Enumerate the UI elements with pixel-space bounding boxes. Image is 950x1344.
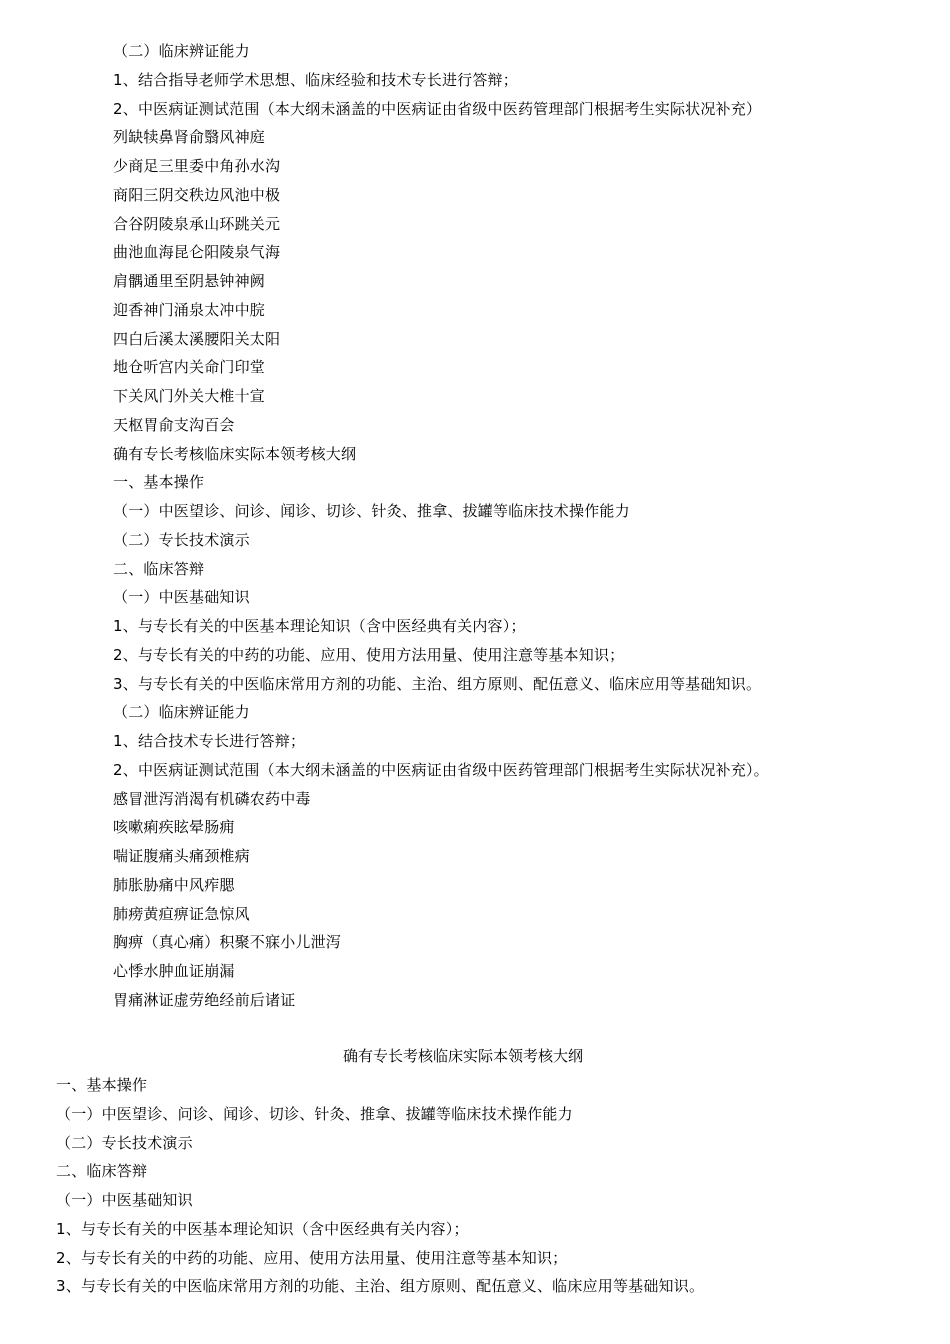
section-subheading: （一）中医基础知识 — [113, 588, 250, 607]
acupoint-line: 少商足三里委中角孙水沟 — [113, 157, 281, 175]
acupoint-line: 天枢胃俞支沟百会 — [113, 415, 235, 434]
lower-text-block — [56, 1071, 936, 1301]
acupoint-line: 四白后溪太溪腰阳关太阳 — [113, 329, 281, 348]
section-subheading: （一）中医基础知识 — [56, 1191, 193, 1209]
text-line: 2、与专长有关的中药的功能、应用、使用方法用量、使用注意等基本知识； — [56, 1248, 568, 1267]
disease-line: 喘证腹痛头痛颈椎病 — [113, 847, 250, 865]
text-line: 2、中医病证测试范围（本大纲未涵盖的中医病证由省级中医药管理部门根据考生实际状况补充）。 — [113, 760, 769, 779]
section-heading: 二、临床答辩 — [113, 559, 205, 578]
section-heading: 一、基本操作 — [56, 1076, 148, 1094]
text-line: 3、与专长有关的中医临床常用方剂的功能、主治、组方原则、配伍意义、临床应用等基础知识。 — [56, 1277, 705, 1296]
text-line: 2、中医病证测试范围（本大纲未涵盖的中医病证由省级中医药管理部门根据考生实际状况补充） — [113, 99, 762, 118]
disease-line: 肺胀胁痛中风痄腮 — [113, 875, 235, 894]
disease-line: 咳嗽痢疾眩晕肠痈 — [113, 818, 235, 837]
section-subheading: （二）专长技术演示 — [56, 1133, 193, 1152]
upper-text-block — [113, 37, 943, 1015]
acupoint-line: 地仓听宫内关命门印堂 — [113, 358, 266, 377]
section-subheading: （一）中医望诊、问诊、闻诊、切诊、针灸、推拿、拔罐等临床技术操作能力 — [56, 1104, 573, 1123]
acupoint-line: 下关风门外关大椎十宣 — [113, 387, 266, 405]
section-subheading: （二）专长技术演示 — [113, 530, 250, 549]
section-subheading: （二）临床辨证能力 — [113, 703, 250, 722]
disease-line: 肺痨黄疸痹证急惊风 — [113, 904, 250, 923]
acupoint-line: 肩髃通里至阴悬钟神阙 — [113, 272, 266, 290]
section-heading: 一、基本操作 — [113, 473, 205, 492]
centered-outline-title: 确有专长考核临床实际本领考核大纲 — [342, 1047, 583, 1065]
disease-line: 胸痹（真心痛）积聚不寐小儿泄泻 — [113, 933, 342, 952]
disease-line: 心悸水肿血证崩漏 — [113, 962, 235, 980]
acupoint-line: 合谷阴陵泉承山环跳关元 — [113, 214, 281, 233]
section-subheading: （一）中医望诊、问诊、闻诊、切诊、针灸、推拿、拔罐等临床技术操作能力 — [113, 502, 630, 520]
disease-line: 胃痛淋证虚劳绝经前后诸证 — [113, 990, 296, 1009]
text-line: 1、结合指导老师学术思想、临床经验和技术专长进行答辩； — [113, 70, 518, 89]
acupoint-line: 曲池血海昆仑阳陵泉气海 — [113, 243, 281, 262]
text-line: 3、与专长有关的中医临床常用方剂的功能、主治、组方原则、配伍意义、临床应用等基础知识。 — [113, 674, 762, 693]
text-line: 1、结合技术专长进行答辩； — [113, 732, 306, 750]
acupoint-line: 迎香神门涌泉太冲中脘 — [113, 300, 266, 319]
acupoint-line: 列缺犊鼻肾俞翳风神庭 — [113, 128, 266, 147]
text-line: 1、与专长有关的中医基本理论知识（含中医经典有关内容）； — [56, 1219, 469, 1238]
section-heading: （二）临床辨证能力 — [113, 42, 250, 60]
disease-line: 感冒泄泻消渴有机磷农药中毒 — [113, 789, 311, 808]
outline-title: 确有专长考核临床实际本领考核大纲 — [113, 444, 357, 463]
acupoint-line: 商阳三阴交秩边风池中极 — [113, 185, 281, 204]
section-heading: 二、临床答辩 — [56, 1162, 148, 1181]
text-line: 2、与专长有关的中药的功能、应用、使用方法用量、使用注意等基本知识； — [113, 645, 625, 664]
text-line: 1、与专长有关的中医基本理论知识（含中医经典有关内容）； — [113, 617, 526, 635]
